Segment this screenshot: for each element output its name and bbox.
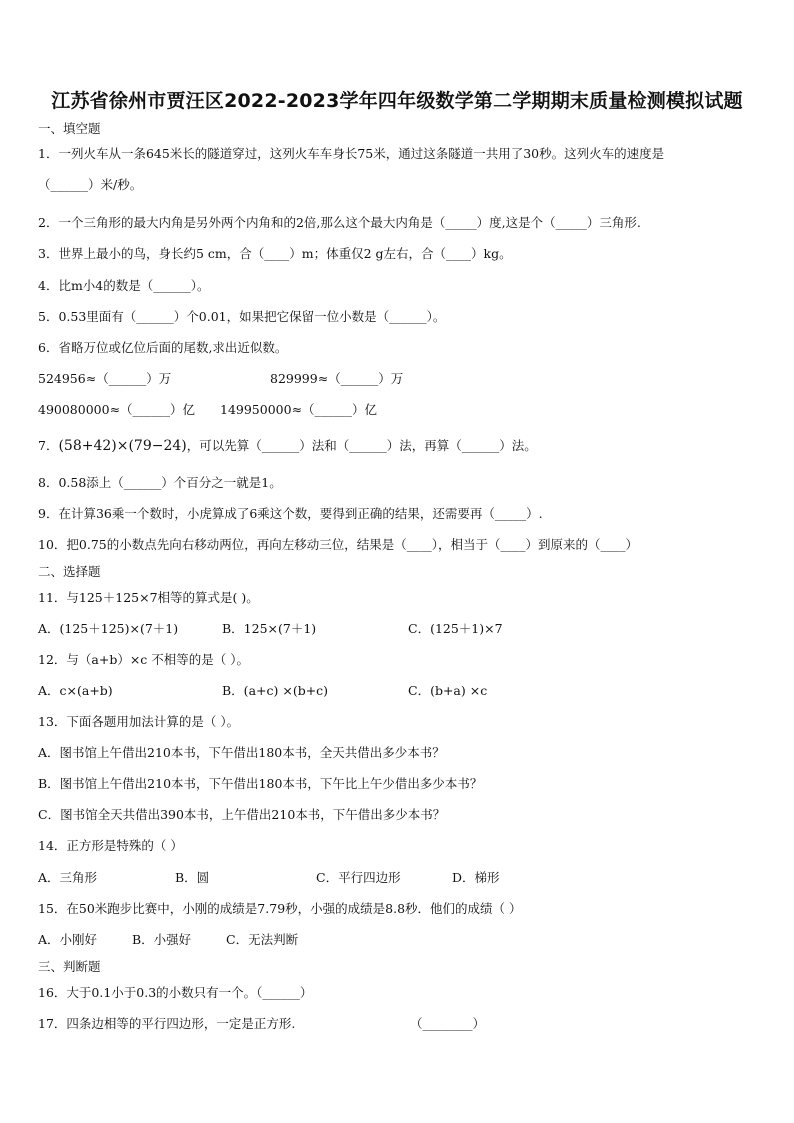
section-heading-multiple-choice: 二、选择题: [38, 564, 101, 579]
question-3: 3．世界上最小的鸟，身长约5 cm，合（____）m；体重仅2 g左右，合（____）kg。: [38, 246, 512, 261]
question-13-option-c: C．图书馆全天共借出390本书，上午借出210本书，下午借出多少本书？: [38, 807, 446, 822]
question-16: 16．大于0.1小于0.3的小数只有一个。（______）: [38, 985, 313, 1000]
question-17: 17．四条边相等的平行四边形，一定是正方形.: [38, 1016, 296, 1031]
section-heading-true-false: 三、判断题: [38, 959, 101, 974]
question-14-option-c: C．平行四边形: [316, 870, 401, 885]
page-title: 江苏省徐州市贾汪区2022-2023学年四年级数学第二学期期末质量检测模拟试题: [51, 90, 743, 112]
question-14: 14．正方形是特殊的（ ）: [38, 838, 183, 853]
question-15-option-a: A．小刚好: [38, 932, 98, 947]
question-1-line-1: 1．一列火车从一条645米长的隧道穿过，这列火车车身长75米，通过这条隧道一共用了30秒。这列火车的速度是: [38, 146, 665, 161]
question-7: [38, 437, 537, 455]
question-14-option-a: A．三角形: [38, 870, 98, 885]
question-14-option-b: B．圆: [175, 870, 210, 885]
question-6: 6．省略万位或亿位后面的尾数,求出近似数。: [38, 340, 288, 355]
question-11-option-b: B．125×(7＋1): [222, 621, 317, 636]
question-11: 11．与125＋125×7相等的算式是( )。: [38, 590, 259, 605]
question-1-line-2: （______）米/秒。: [38, 177, 143, 192]
question-13: 13．下面各题用加法计算的是（ ）。: [38, 714, 240, 729]
question-15-option-b: B．小强好: [132, 932, 192, 947]
question-13-option-a: A．图书馆上午借出210本书，下午借出180本书，全天共借出多少本书？: [38, 745, 445, 760]
question-6-item-b: 829999≈（______）万: [270, 371, 404, 386]
question-15: 15．在50米跑步比赛中，小刚的成绩是7.79秒，小强的成绩是8.8秒．他们的成绩（ ）: [38, 901, 522, 916]
question-4: 4．比m小4的数是（______）。: [38, 278, 210, 293]
question-13-option-b: B．图书馆上午借出210本书，下午借出180本书，下午比上午少借出多少本书？: [38, 776, 483, 791]
question-2: 2．一个三角形的最大内角是另外两个内角和的2倍,那么这个最大内角是（_____）度,这是个（_____）三角形.: [38, 215, 641, 230]
question-7-text: ，可以先算（______）法和（______）法，再算（______）法。: [186, 438, 537, 453]
question-5: 5．0.53里面有（______）个0.01，如果把它保留一位小数是（______）。: [38, 309, 446, 324]
question-6-item-c: 490080000≈（______）亿: [38, 402, 196, 417]
question-14-option-d: D．梯形: [452, 870, 500, 885]
question-6-item-a: 524956≈（______）万: [38, 371, 172, 386]
question-12-option-c: C．(b+a) ×c: [408, 683, 488, 698]
question-11-option-a: A．(125＋125)×(7＋1): [38, 621, 179, 636]
question-12-option-a: A．c×(a+b): [38, 683, 113, 698]
question-7-number: 7．: [38, 438, 59, 453]
question-6-item-d: 149950000≈（______）亿: [220, 402, 378, 417]
question-12: 12．与（a+b）×c 不相等的是（ ）。: [38, 652, 250, 667]
question-7-expression: (58+42)×(79−24): [58, 438, 187, 454]
question-10: 10．把0.75的小数点先向右移动两位，再向左移动三位，结果是（____），相当于（____）到原来的（____）: [38, 537, 638, 552]
question-11-option-c: C．(125＋1)×7: [408, 621, 503, 636]
question-17-answer-blank: （________）: [410, 1016, 486, 1031]
question-15-option-c: C．无法判断: [226, 932, 299, 947]
section-heading-fill-blank: 一、填空题: [38, 121, 101, 136]
question-9: 9．在计算36乘一个数时，小虎算成了6乘这个数，要得到正确的结果，还需要再（_____）.: [38, 506, 543, 521]
question-8: 8．0.58添上（______）个百分之一就是1。: [38, 475, 282, 490]
question-12-option-b: B．(a+c) ×(b+c): [222, 683, 329, 698]
